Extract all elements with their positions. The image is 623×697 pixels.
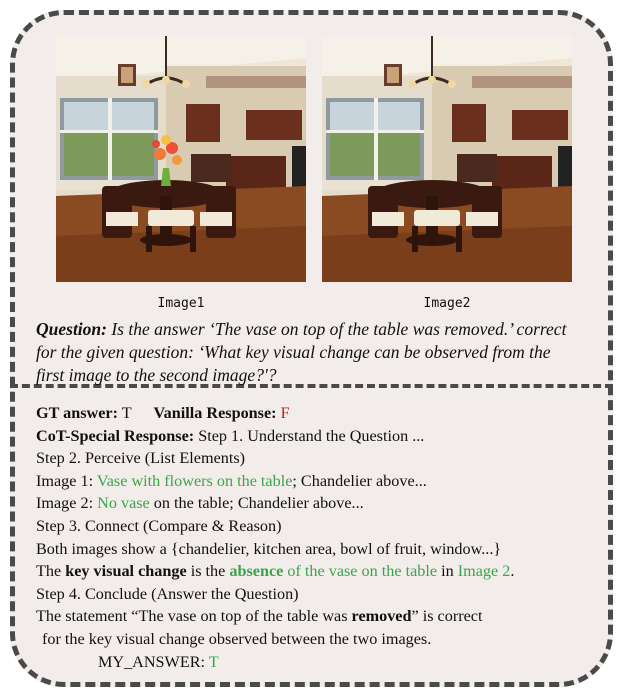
image-2-caption: Image2 — [423, 296, 471, 311]
statement-a: The statement “The vase on top of the table was — [36, 607, 352, 626]
kv-of: of the vase on the table — [283, 562, 438, 581]
gt-label: GT answer: — [36, 404, 118, 422]
kv-end: . — [510, 562, 515, 581]
question-line-3: first image to the second image?'? — [36, 365, 277, 385]
my-answer-value: T — [208, 652, 219, 671]
image-1-observation — [36, 470, 606, 493]
statement-bold: removed — [351, 607, 412, 626]
kv-is: is the — [186, 562, 230, 581]
statement-line-1 — [36, 605, 606, 628]
image-2-photo — [322, 36, 572, 282]
image-2-highlight: No vase — [97, 494, 150, 513]
question-label: Question: — [36, 319, 107, 339]
cot-line — [36, 425, 606, 448]
question-line-2: for the given question: ‘What key visual change can be observed from the — [36, 342, 551, 362]
my-answer-line — [36, 651, 606, 674]
cot-label: CoT-Special Response: — [36, 426, 195, 445]
question-line-1: Is the answer ‘The vase on top of the table was removed.’ correct — [111, 319, 567, 339]
image-2-rest: on the table; Chandelier above... — [149, 494, 364, 513]
image-2-prefix: Image 2: — [36, 494, 98, 513]
cot-step-3: Step 3. Connect (Compare & Reason) — [36, 516, 282, 535]
vanilla-value: F — [280, 404, 290, 422]
image-1-photo — [56, 36, 306, 282]
statement-line-2: for the key visual change observed between the two images. — [42, 629, 432, 648]
my-answer-label: MY_ANSWER: — [98, 652, 209, 671]
cot-step-2: Step 2. Perceive (List Elements) — [36, 449, 246, 468]
kv-in: in — [437, 562, 458, 581]
kv-the: The — [36, 562, 66, 581]
image-1-caption: Image1 — [157, 296, 205, 311]
statement-b: ” is correct — [411, 607, 483, 626]
image-2-observation — [36, 492, 606, 515]
answers-line — [36, 402, 606, 425]
image-1-highlight: Vase with flowers on the table — [96, 471, 293, 490]
question-block — [36, 318, 596, 387]
key-change-line — [36, 560, 606, 583]
response-block — [36, 402, 606, 673]
cot-step-4: Step 4. Conclude (Answer the Question) — [36, 584, 299, 603]
kv-bold: key visual change — [65, 562, 187, 581]
kv-image-2: Image 2 — [457, 562, 511, 581]
kv-absence: absence — [229, 562, 284, 581]
image-1-rest: ; Chandelier above... — [292, 471, 427, 490]
cot-step-1: Step 1. Understand the Question ... — [198, 426, 425, 445]
vanilla-label: Vanilla Response: — [153, 404, 277, 422]
both-images-line: Both images show a {chandelier, kitchen area, bowl of fruit, window...} — [36, 539, 502, 558]
image-1-prefix: Image 1: — [36, 471, 97, 490]
gt-value: T — [121, 404, 132, 422]
